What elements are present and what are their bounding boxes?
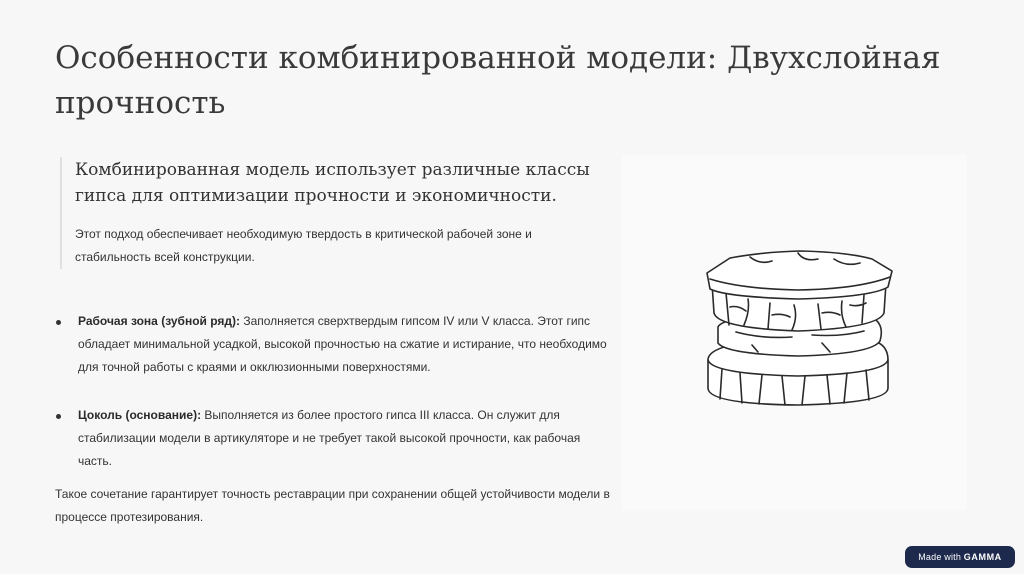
made-with-gamma-badge[interactable]: [905, 546, 1015, 568]
bullet-term: Цоколь (основание):: [78, 408, 202, 422]
bullet-item-base: [55, 404, 615, 473]
intro-quote: [60, 157, 595, 269]
slide-title: Особенности комбинированной модели: Двухслойная прочность: [55, 40, 941, 121]
bullet-term: Рабочая зона (зубной ряд):: [78, 314, 241, 328]
badge-prefix: Made with: [918, 552, 962, 562]
bullet-list: [55, 310, 615, 473]
bullet-dot-icon: [56, 414, 61, 419]
badge-brand: GAMMA: [963, 552, 1002, 562]
bullet-dot-icon: [56, 320, 61, 325]
intro-body: Этот подход обеспечивает необходимую твердость в критической рабочей зоне и стабильность всей конструкции.: [75, 227, 532, 264]
bullet-item-working-zone: [55, 310, 615, 379]
illustration-panel: [622, 155, 967, 510]
intro-lead: Комбинированная модель использует различные классы гипса для оптимизации прочности и экономичности.: [75, 160, 590, 206]
layered-stone-block-icon: [622, 155, 967, 510]
bullet-text: Выполняется из более простого гипса III класса. Он служит для стабилизации модели в артикуляторе и не требует такой высокой прочности, как рабочая часть.: [78, 408, 581, 468]
bullet-text: Заполняется сверхтвердым гипсом IV или V класса. Этот гипс обладает минимальной усадкой, высокой прочностью на сжатие и истирание, что необходимо для точной работы с краями и окклюзионными поверхностями.: [78, 314, 607, 374]
closing-text: Такое сочетание гарантирует точность реставрации при сохранении общей устойчивости модели в процессе протезирования.: [55, 487, 610, 524]
